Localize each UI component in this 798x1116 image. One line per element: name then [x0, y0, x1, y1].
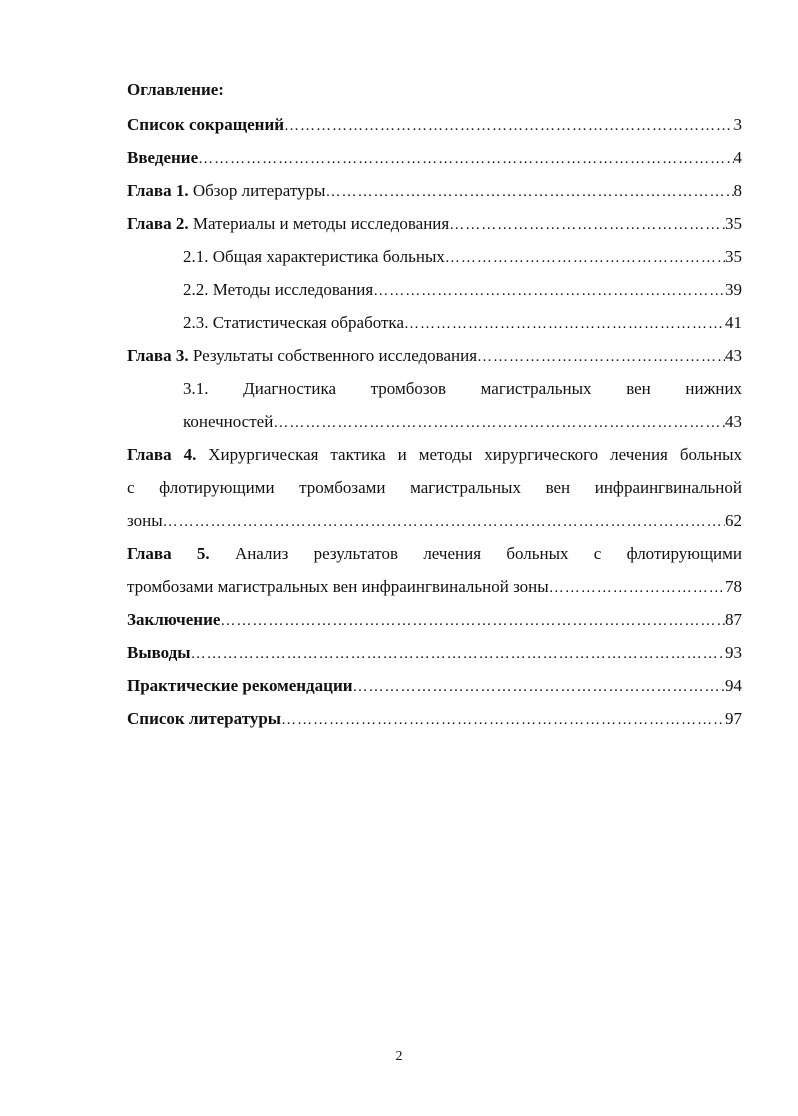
- toc-entry-title-rest: Результаты собственного исследования: [188, 346, 478, 365]
- toc-entry-page: 97: [725, 709, 742, 728]
- toc-entry-title: Глава 5.: [127, 544, 210, 563]
- toc-entry-title: Заключение: [127, 610, 221, 629]
- toc-word: 3.1.: [183, 379, 209, 398]
- toc-word: вен: [545, 478, 571, 497]
- toc-word: инфраингвинальной: [594, 478, 743, 497]
- toc-entry-chapter-1[interactable]: [127, 174, 742, 207]
- toc-entry-chapter-4-line2[interactable]: [127, 471, 742, 504]
- toc-word: тромбозов: [370, 379, 447, 398]
- toc-entry-chapter-5-line2[interactable]: [127, 570, 742, 603]
- toc-entry-page: 8: [733, 181, 742, 200]
- toc-word: с: [593, 544, 602, 563]
- leader-dots: [284, 110, 733, 143]
- leader-dots: [191, 638, 725, 671]
- toc-entry-title-rest: зоны: [127, 511, 163, 530]
- table-of-contents: [127, 108, 742, 735]
- toc-word: с: [127, 478, 135, 497]
- leader-dots: [273, 407, 725, 440]
- toc-entry-title: Список литературы: [127, 709, 282, 728]
- toc-entry-section-3-1[interactable]: [183, 372, 742, 405]
- toc-entry-title-rest: Хирургическая тактика и методы хирургического лечения больных: [196, 445, 742, 464]
- leader-dots: [353, 671, 725, 704]
- toc-entry-title: Глава 1.: [127, 181, 189, 200]
- toc-entry-page: 35: [725, 214, 742, 233]
- leader-dots: [198, 143, 733, 176]
- toc-entry-page: 39: [725, 280, 742, 299]
- toc-word: флотирующими: [159, 478, 275, 497]
- toc-entry-recommendations[interactable]: [127, 669, 742, 702]
- toc-entry-title: Введение: [127, 148, 199, 167]
- toc-word: результатов: [313, 544, 399, 563]
- toc-word: Анализ: [234, 544, 289, 563]
- leader-dots: [477, 341, 725, 374]
- leader-dots: [325, 176, 733, 209]
- toc-entry-page: 41: [725, 313, 742, 332]
- toc-word: магистральных: [410, 478, 521, 497]
- leader-dots: [163, 506, 725, 539]
- toc-entry-title: Список сокращений: [127, 115, 285, 134]
- toc-entry-chapter-2[interactable]: [127, 207, 742, 240]
- toc-entry-page: 87: [725, 610, 742, 629]
- toc-entry-title: Глава 2.: [127, 214, 189, 233]
- leader-dots: [220, 605, 725, 638]
- leader-dots: [549, 572, 725, 605]
- leader-dots: [449, 209, 725, 242]
- leader-dots: [445, 242, 725, 275]
- toc-entry-page: 43: [725, 412, 742, 431]
- toc-entry-title-rest: тромбозами магистральных вен инфраингвинальной зоны: [127, 577, 549, 596]
- toc-entry-section-2-1[interactable]: [183, 240, 742, 273]
- toc-entry-page: 94: [725, 676, 742, 695]
- toc-entry-abbreviations[interactable]: [127, 108, 742, 141]
- toc-entry-title: Глава 4.: [127, 445, 197, 464]
- toc-entry-page: 93: [725, 643, 742, 662]
- toc-entry-chapter-5[interactable]: [127, 537, 742, 570]
- toc-word: лечения: [423, 544, 482, 563]
- toc-entry-references[interactable]: [127, 702, 742, 735]
- toc-entry-conclusion[interactable]: [127, 603, 742, 636]
- toc-word: вен: [626, 379, 651, 398]
- toc-entry-title: Практические рекомендации: [127, 676, 353, 695]
- page-number: 2: [395, 1049, 403, 1064]
- toc-entry-findings[interactable]: [127, 636, 742, 669]
- toc-entry-title-rest: конечностей: [183, 412, 274, 431]
- leader-dots: [281, 704, 725, 737]
- toc-entry-title-rest: 2.3. Статистическая обработка: [183, 313, 404, 332]
- toc-word: Диагностика: [243, 379, 336, 398]
- toc-word: больных: [506, 544, 569, 563]
- toc-entry-title-rest: Материалы и методы исследования: [188, 214, 450, 233]
- toc-heading: Оглавление:: [127, 80, 224, 99]
- toc-entry-title-rest: 2.1. Общая характеристика больных: [183, 247, 445, 266]
- toc-word: тромбозами: [299, 478, 386, 497]
- toc-entry-introduction[interactable]: [127, 141, 742, 174]
- toc-entry-page: 78: [725, 577, 742, 596]
- toc-entry-section-3-1-cont[interactable]: [183, 405, 742, 438]
- toc-entry-page: 35: [725, 247, 742, 266]
- toc-entry-page: 62: [725, 511, 742, 530]
- toc-entry-title: Глава 3.: [127, 346, 189, 365]
- toc-entry-title-rest: Обзор литературы: [188, 181, 326, 200]
- toc-word: флотирующими: [626, 544, 743, 563]
- toc-entry-chapter-4-line3[interactable]: [127, 504, 742, 537]
- leader-dots: [404, 308, 725, 341]
- toc-entry-title: Выводы: [127, 643, 191, 662]
- leader-dots: [373, 275, 725, 308]
- toc-entry-section-2-3[interactable]: [183, 306, 742, 339]
- toc-word: магистральных: [480, 379, 592, 398]
- toc-entry-title-rest: 2.2. Методы исследования: [183, 280, 374, 299]
- toc-entry-page: 4: [733, 148, 742, 167]
- toc-entry-chapter-4[interactable]: [127, 438, 742, 471]
- toc-entry-page: 3: [733, 115, 742, 134]
- toc-entry-section-2-2[interactable]: [183, 273, 742, 306]
- toc-word: нижних: [685, 379, 743, 398]
- toc-entry-chapter-3[interactable]: [127, 339, 742, 372]
- toc-entry-page: 43: [725, 346, 742, 365]
